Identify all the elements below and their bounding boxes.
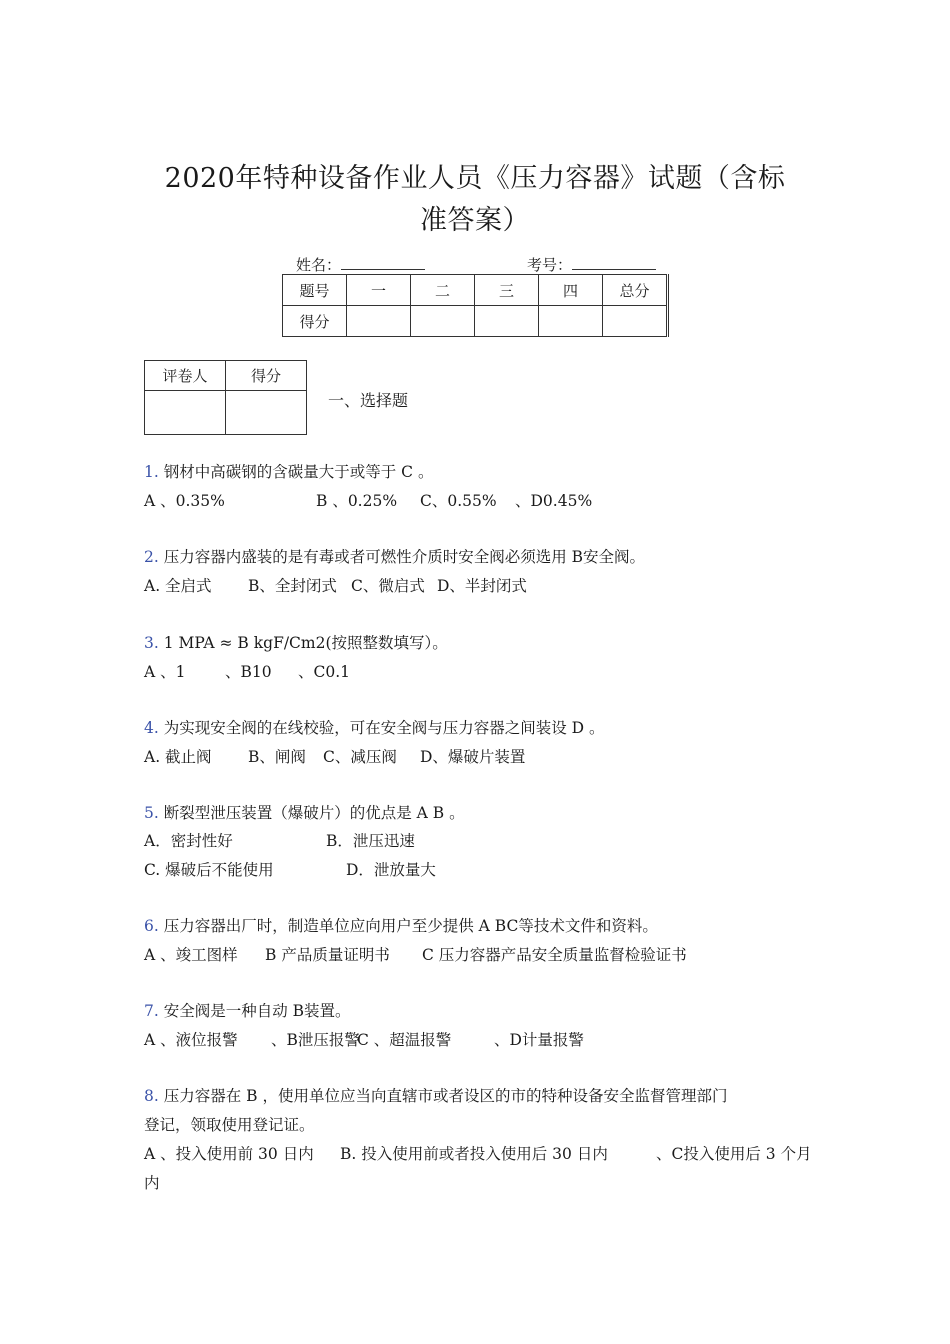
question-number: 8. [144,1087,159,1105]
question-5 [144,801,465,823]
option: A 、1 [144,663,186,681]
option: 、D0.45% [515,492,593,510]
question-6 [144,914,658,936]
question-number: 3. [144,634,159,652]
question-8-continued: 登记，领取使用登记证。 [144,1116,315,1134]
option: A 、竣工图样 [144,946,238,964]
score-header-cell: 三 [475,275,539,306]
score-header-cell: 二 [411,275,475,306]
question-text: 压力容器内盛装的是有毒或者可燃性介质时安全阀必须选用 B安全阀。 [163,548,646,566]
option: D、爆破片装置 [420,748,526,766]
score-row-label: 得分 [283,306,347,337]
option: C、减压阀 [323,748,397,766]
option: D、半封闭式 [437,577,527,595]
score-table-header-row [283,275,668,306]
question-number: 6. [144,917,159,935]
question-7 [144,999,351,1021]
score-table-score-row [283,306,668,337]
score-cell[interactable] [603,306,668,337]
question-text: 压力容器出厂时，制造单位应向用户至少提供 A BC等技术文件和资料。 [163,917,658,935]
option: B．泄压迅速 [326,832,415,850]
question-number: 4. [144,719,159,737]
option: C 、超温报警 [357,1031,452,1049]
exam-number-blank[interactable] [572,255,656,270]
option: B 产品质量证明书 [265,946,390,964]
question-1 [144,460,433,482]
option-continued: 内 [144,1174,160,1192]
option: 、D计量报警 [494,1031,584,1049]
question-text: 为实现安全阀的在线校验，可在安全阀与压力容器之间装设 D 。 [163,719,605,737]
option: A．密封性好 [144,832,233,850]
option: A 、液位报警 [144,1031,238,1049]
grader-cell[interactable] [145,391,226,435]
option: C. 爆破后不能使用 [144,861,274,879]
grader-header: 评卷人 [145,361,226,391]
question-text: 压力容器在 B ，使用单位应当向直辖市或者设区的市的特种设备安全监督管理部门 [163,1087,728,1105]
option: A. 全启式 [144,577,212,595]
score-header-cell: 一 [347,275,411,306]
exam-number-label: 考号： [527,256,573,274]
option: C、0.55% [420,492,497,510]
option: B. 投入使用前或者投入使用后 30 日内 [340,1145,608,1163]
question-3 [144,631,448,653]
document-title-line1: 2020年特种设备作业人员《压力容器》试题（含标 [164,163,786,194]
option: C 压力容器产品安全质量监督检验证书 [422,946,687,964]
score-header-cell: 四 [539,275,603,306]
option: C、微启式 [351,577,425,595]
name-field [296,254,425,275]
option: B、闸阀 [248,748,306,766]
grader-score-header: 得分 [226,361,307,391]
question-text: 安全阀是一种自动 B装置。 [163,1002,351,1020]
score-cell[interactable] [539,306,603,337]
grader-score-cell[interactable] [226,391,307,435]
question-number: 1. [144,463,159,481]
question-text: 钢材中高碳钢的含碳量大于或等于 C 。 [163,463,434,481]
question-8 [144,1084,727,1106]
option: 、B泄压报警 [271,1031,360,1049]
score-header-cell: 总分 [603,275,668,306]
option: D．泄放量大 [346,861,436,879]
score-cell[interactable] [411,306,475,337]
grader-table [144,360,307,435]
document-title-line2: 准答案） [420,205,530,236]
section-title: 一、选择题 [328,391,409,410]
option: B 、0.25% [316,492,398,510]
score-cell[interactable] [475,306,539,337]
question-4 [144,716,605,738]
question-number: 7. [144,1002,159,1020]
name-label: 姓名： [296,256,342,274]
option: A 、投入使用前 30 日内 [144,1145,314,1163]
score-header-cell: 题号 [283,275,347,306]
score-cell[interactable] [347,306,411,337]
option: 、C投入使用后 3 个月 [656,1145,812,1163]
option: 、C0.1 [298,663,351,681]
question-text: 断裂型泄压装置（爆破片）的优点是 A B 。 [163,804,465,822]
option: 、B10 [225,663,272,681]
question-number: 5. [144,804,159,822]
exam-number-field [527,254,656,275]
option: A 、0.35% [144,492,225,510]
score-table [282,274,669,337]
option: B、全封闭式 [248,577,337,595]
question-text: 1 MPA ≈ B kgF/Cm2(按照整数填写）。 [163,634,448,652]
question-number: 2. [144,548,159,566]
name-blank[interactable] [341,255,425,270]
option: A. 截止阀 [144,748,212,766]
question-2 [144,545,645,567]
